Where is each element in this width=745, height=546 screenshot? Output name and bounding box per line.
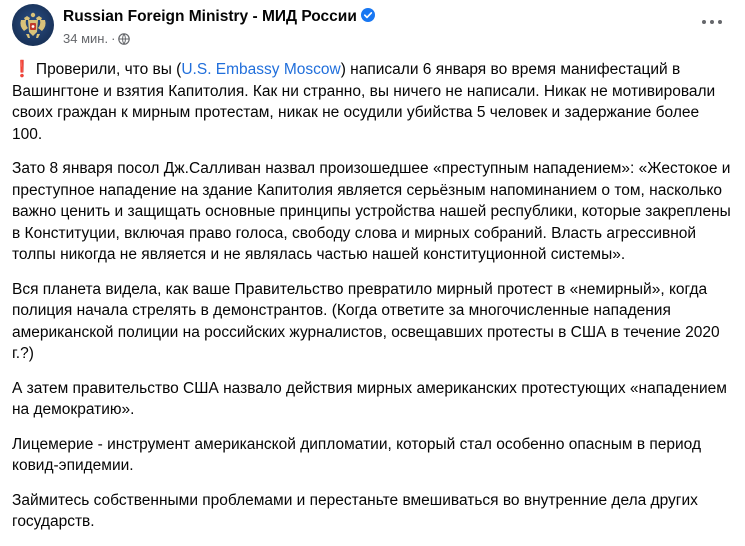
red-exclamation-mark-icon: ❗ (12, 61, 32, 78)
post-paragraph-1 (12, 59, 732, 145)
paragraph-1-before: Проверили, что вы ( (35, 61, 182, 78)
post-body (12, 59, 732, 546)
page-name-text: Russian Foreign Ministry - МИД России (63, 8, 357, 25)
page-name-link[interactable] (63, 8, 375, 26)
verified-badge-icon (361, 8, 375, 22)
paragraph-1-after: ) написали 6 января во время манифестаций в Вашингтоне и взятия Капитолия. Как ни странно, вы ничего не написали. Никак не мотивировали своих граждан к мирным протестам, никак не осудили убийства 5 человек и задержание более 100. (12, 61, 716, 143)
post-paragraph-3: Вся планета видела, как ваше Правительство превратило мирный протест в «немирный», когда полиция начала стрелять в демонстрантов. (Когда ответите за многочисленные нападения американской полиции на российских журналистов, освещавших протесты в США в течение 2020 г.?) (12, 280, 720, 362)
post-header (12, 4, 732, 48)
post-paragraph-5: Лицемерие - инструмент американской дипломатии, который стал особенно опасным в период ковид-эпидемии. (12, 435, 701, 474)
post-paragraph-2: Зато 8 января посол Дж.Салливан назвал произошедшее «преступным нападением»: «Жестокое и преступное нападение на здание Капитолия является серьёзным напоминанием о том, насколько важно ценить и защищать основные принципы устройства нашей республики, которые закреплены в Конституции, включая право голоса, свободу слова и мирных собраний. Власть агрессивной толпы никогда не является и не являлась частью нашей конституционной системы». (12, 160, 731, 263)
coat-of-arms-icon (12, 4, 54, 46)
post-paragraph-4: А затем правительство США назвало действия мирных американских протестующих «нападением на демократию». (12, 379, 727, 418)
globe-icon[interactable] (118, 33, 130, 45)
meta-separator: · (111, 31, 116, 46)
post-paragraph-6: Займитесь собственными проблемами и перестаньте вмешиваться во внутренние дела других государств. (12, 491, 698, 530)
more-options-icon[interactable] (696, 10, 728, 34)
page-avatar[interactable] (12, 4, 54, 46)
post-meta (63, 31, 130, 46)
post-timestamp[interactable]: 34 мин. (63, 31, 109, 46)
mention-link-us-embassy[interactable]: U.S. Embassy Moscow (181, 61, 341, 78)
